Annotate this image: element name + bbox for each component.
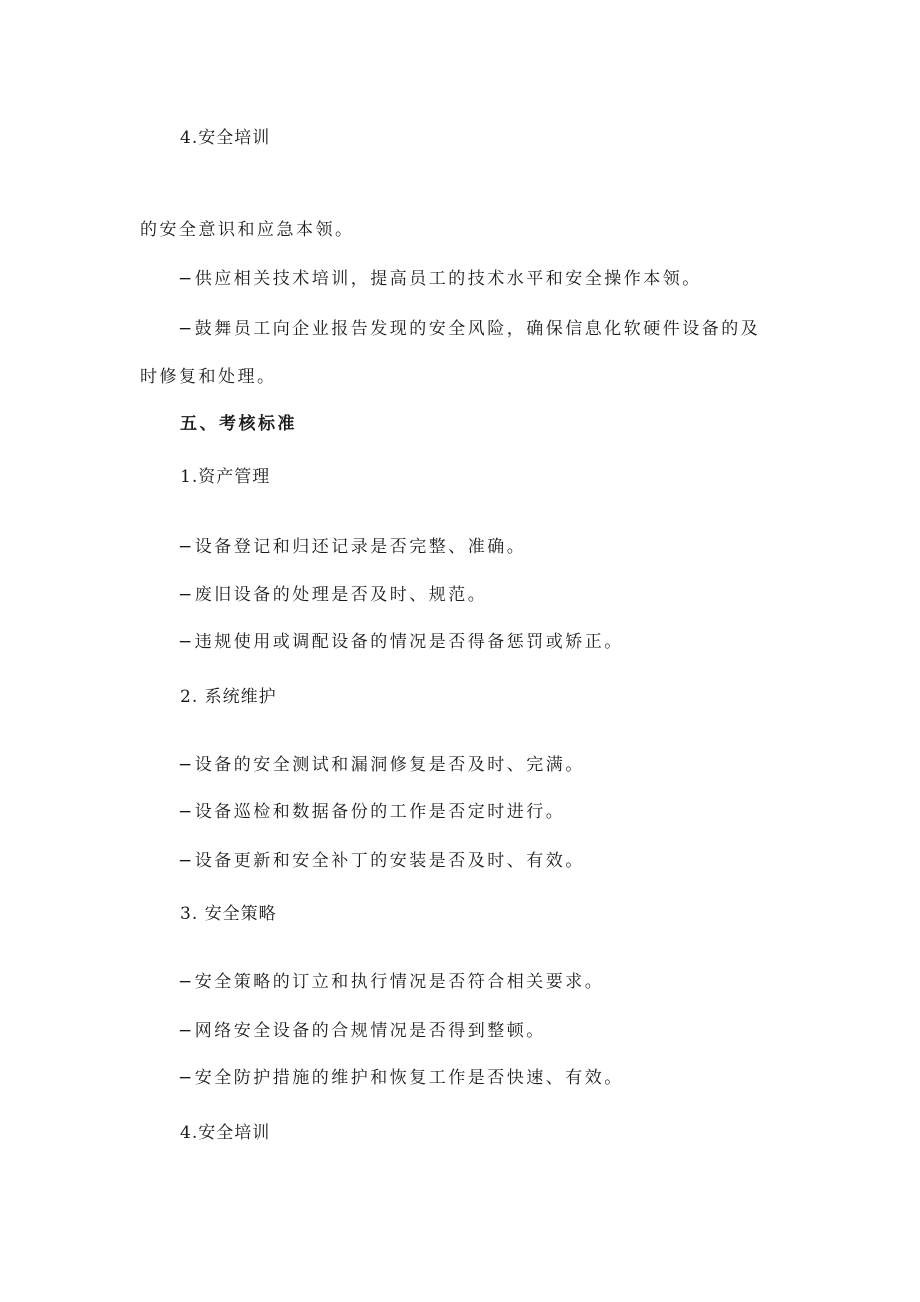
paragraph-continuation: 的安全意识和应急本领。 <box>140 220 355 240</box>
bullet-registration-records: −设备登记和归还记录是否完整、准确。 <box>178 537 527 557</box>
chapter-heading-assessment-standards: 五、考核标准 <box>180 414 297 434</box>
section-heading-asset-management: 1.资产管理 <box>180 467 271 487</box>
bullet-violation-handling: −违规使用或调配设备的情况是否得备惩罚或矫正。 <box>178 632 624 652</box>
bullet-inspection-backup: −设备巡检和数据备份的工作是否定时进行。 <box>178 802 566 822</box>
bullet-technical-training: −供应相关技术培训，提高员工的技术水平和安全操作本领。 <box>178 269 702 289</box>
bullet-risk-reporting-continuation: 时修复和处理。 <box>140 367 277 387</box>
section-heading-safety-training: 4.安全培训 <box>180 128 271 148</box>
bullet-policy-compliance: −安全策略的订立和执行情况是否符合相关要求。 <box>178 972 605 992</box>
bullet-protection-measures: −安全防护措施的维护和恢复工作是否快速、有效。 <box>178 1068 624 1088</box>
section-heading-system-maintenance: 2. 系统维护 <box>180 687 277 707</box>
bullet-risk-reporting: −鼓舞员工向企业报告发现的安全风险，确保信息化软硬件设备的及 <box>178 319 761 339</box>
bullet-security-testing: −设备的安全测试和漏洞修复是否及时、完满。 <box>178 755 585 775</box>
bullet-updates-patches: −设备更新和安全补丁的安装是否及时、有效。 <box>178 851 585 871</box>
section-heading-safety-training-2: 4.安全培训 <box>180 1123 271 1143</box>
bullet-network-device-compliance: −网络安全设备的合规情况是否得到整顿。 <box>178 1021 546 1041</box>
bullet-obsolete-equipment: −废旧设备的处理是否及时、规范。 <box>178 585 488 605</box>
section-heading-security-policy: 3. 安全策略 <box>180 904 277 924</box>
